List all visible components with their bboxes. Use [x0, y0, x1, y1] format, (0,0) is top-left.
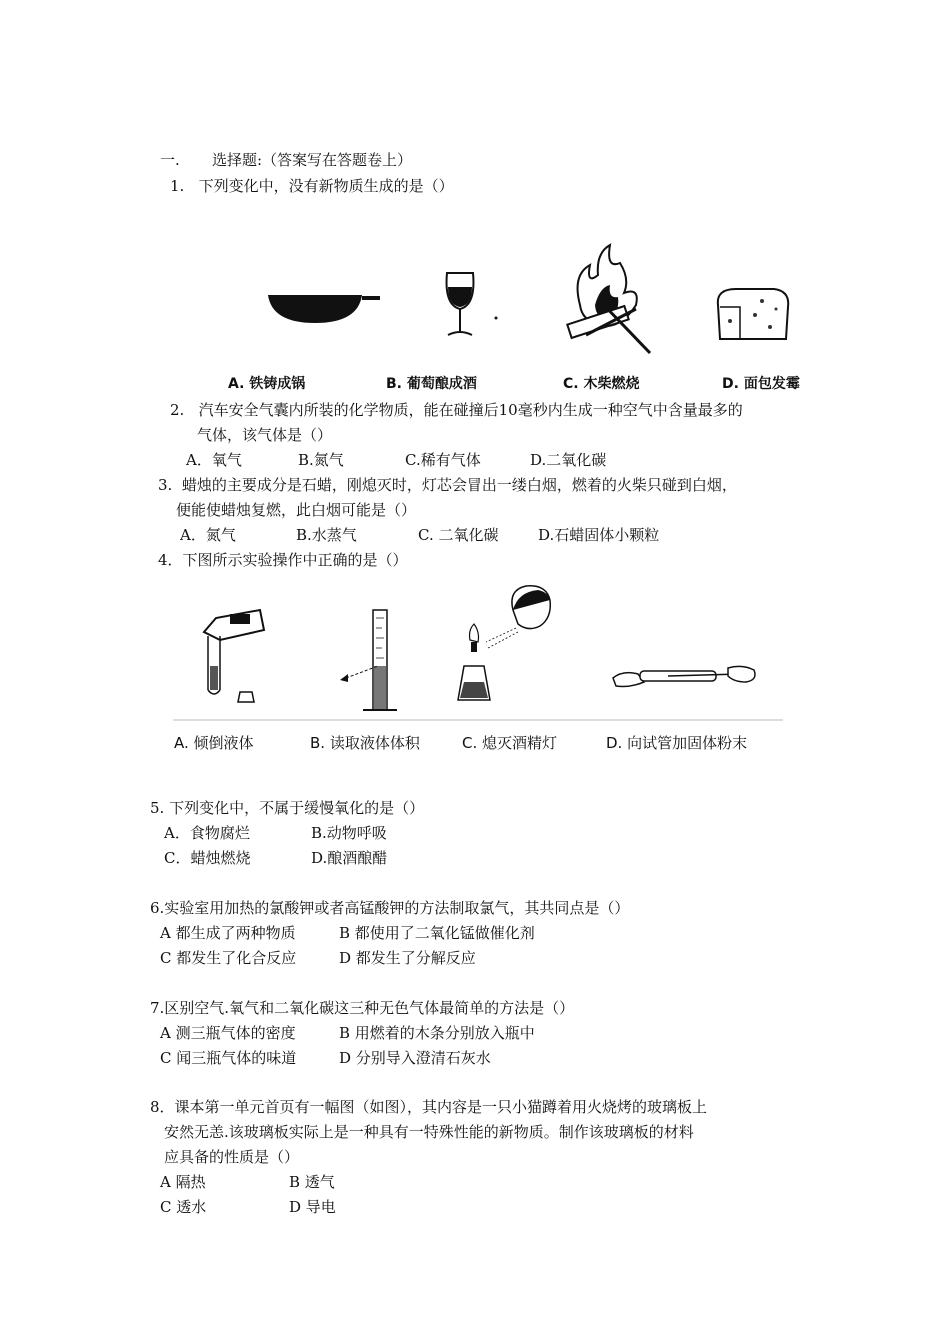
q5-option-b: B.动物呼吸: [311, 824, 387, 842]
q6-option-c: C 都发生了化合反应: [160, 949, 297, 967]
q8-stem-line2: 安然无恙.该玻璃板实际上是一种具有一特殊性能的新物质。制作该玻璃板的材料: [164, 1123, 694, 1141]
q6-option-d: D 都发生了分解反应: [339, 949, 476, 967]
q2-option-b: B.氮气: [298, 451, 344, 469]
burning-wood-icon: [567, 245, 650, 353]
q2-stem-line1: 2. 汽车安全气囊内所装的化学物质，能在碰撞后10毫秒内生成一种空气中含量最多的: [170, 401, 743, 419]
q1-illustrations: [180, 235, 830, 395]
q3-option-b: B.水蒸气: [296, 526, 357, 544]
q4-caption-a: A. 倾倒液体: [174, 734, 254, 752]
q6-option-b: B 都使用了二氧化锰做催化剂: [339, 924, 535, 942]
alcohol-lamp-blowing-icon: [458, 586, 550, 700]
q3-stem-line1: 3. 蜡烛的主要成分是石蜡，刚熄灭时，灯芯会冒出一缕白烟，燃着的火柴只碰到白烟，: [158, 476, 737, 494]
q7-option-b: B 用燃着的木条分别放入瓶中: [339, 1024, 535, 1042]
moldy-bread-icon: [718, 289, 788, 339]
q1-figure: [180, 235, 830, 395]
q6-option-a: A 都生成了两种物质: [160, 924, 296, 942]
q8-option-b: B 透气: [289, 1173, 335, 1191]
graduated-cylinder-icon: [340, 610, 397, 710]
q7-option-c: C 闻三瓶气体的味道: [160, 1049, 297, 1067]
q8-stem-line3: 应具备的性质是（）: [164, 1148, 300, 1166]
q2-option-c: C.稀有气体: [405, 451, 481, 469]
q4-caption-d: D. 向试管加固体粉末: [606, 734, 748, 752]
q5-stem: 5. 下列变化中，不属于缓慢氧化的是（）: [150, 799, 425, 817]
q1-caption-d: D. 面包发霉: [722, 376, 800, 392]
q3-stem-line2: 便能使蜡烛复燃，此白烟可能是（）: [176, 501, 417, 519]
q4-figure: [168, 570, 788, 725]
q1-caption-b: B. 葡萄酿成酒: [386, 376, 477, 392]
q8-option-d: D 导电: [289, 1198, 336, 1216]
pouring-liquid-icon: [204, 610, 264, 702]
q7-option-d: D 分别导入澄清石灰水: [339, 1049, 491, 1067]
section-number: 一.: [160, 151, 180, 169]
q8-option-c: C 透水: [160, 1198, 207, 1216]
q8-option-a: A 隔热: [160, 1173, 206, 1191]
q7-stem: 7.区别空气.氧气和二氧化碳这三种无色气体最简单的方法是（）: [150, 999, 575, 1017]
q5-option-d: D.酿酒酿醋: [311, 849, 388, 867]
q4-caption-c: C. 熄灭酒精灯: [462, 734, 558, 752]
q8-stem-line1: 8．课本第一单元首页有一幅图（如图），其内容是一只小猫蹲着用火烧烤的玻璃板上: [150, 1098, 708, 1116]
q4-caption-b: B. 读取液体体积: [310, 734, 420, 752]
q2-stem-line2: 气体，该气体是（）: [197, 426, 333, 444]
wine-glass-icon: [447, 273, 498, 335]
q2-option-d: D.二氧化碳: [530, 451, 607, 469]
q3-option-a: A．氮气: [180, 526, 236, 544]
q1-caption-c: C. 木柴燃烧: [563, 376, 640, 392]
frying-pan-icon: [268, 295, 380, 323]
section-title: 选择题:（答案写在答题卷上）: [212, 151, 413, 169]
q5-option-a: A．食物腐烂: [164, 824, 250, 842]
q1-caption-a: A. 铁铸成锅: [228, 376, 306, 392]
q1-stem: 1. 下列变化中，没有新物质生成的是（）: [170, 177, 454, 195]
q7-option-a: A 测三瓶气体的密度: [160, 1024, 296, 1042]
q3-option-c: C. 二氧化碳: [418, 526, 499, 544]
q5-option-c: C．蜡烛燃烧: [164, 849, 251, 867]
q4-stem: 4．下图所示实验操作中正确的是（）: [158, 551, 408, 569]
q3-option-d: D.石蜡固体小颗粒: [538, 526, 660, 544]
q2-option-a: A．氧气: [186, 451, 242, 469]
q6-stem: 6.实验室用加热的氯酸钾或者高锰酸钾的方法制取氯气，其共同点是（）: [150, 899, 630, 917]
powder-spatula-icon: [613, 666, 755, 686]
q4-illustrations: [168, 570, 788, 725]
